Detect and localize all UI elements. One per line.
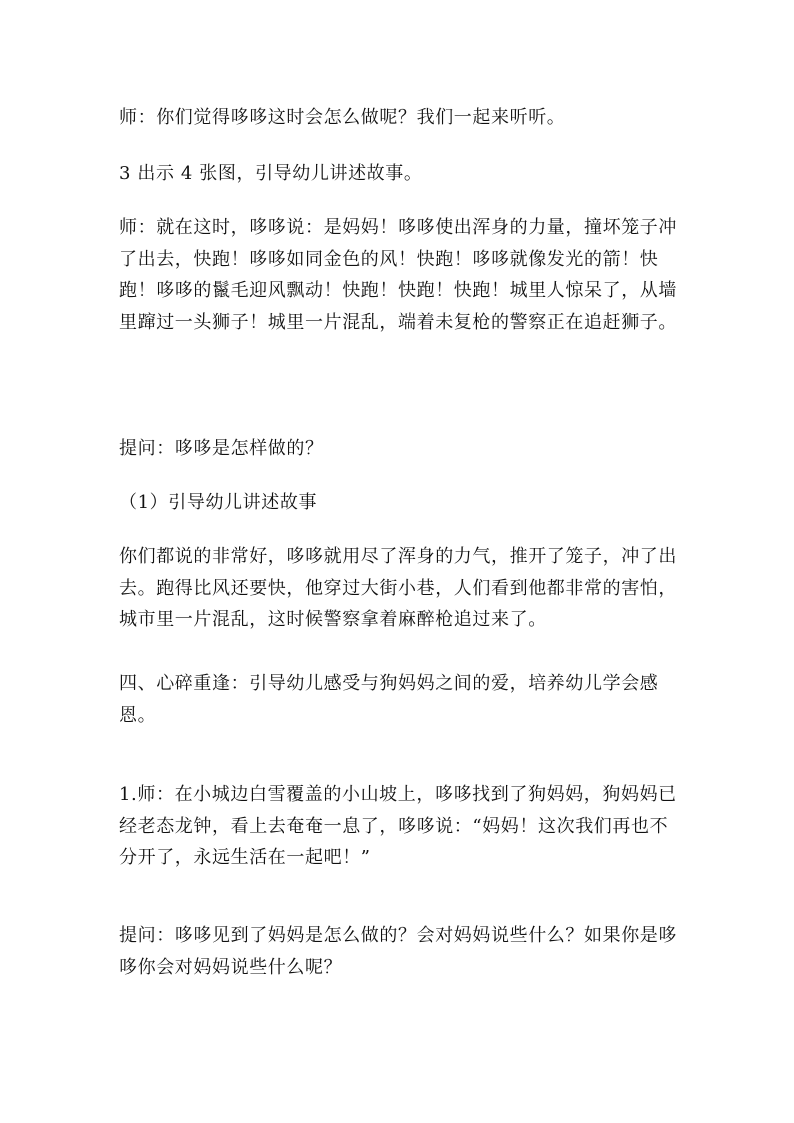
paragraph-step-3: 3 出示 4 张图，引导幼儿讲述故事。 — [119, 163, 423, 184]
paragraph-question-reunion: 提问：哆哆见到了妈妈是怎么做的？会对妈妈说些什么？如果你是哆哆你会对妈妈说些什么呢？ — [119, 925, 677, 978]
paragraph-teacher-question: 师：你们觉得哆哆这时会怎么做呢？我们一起来听听。 — [119, 107, 566, 128]
paragraph-section-four: 四、心碎重逢：引导幼儿感受与狗妈妈之间的爱，培养幼儿学会感恩。 — [119, 673, 659, 726]
paragraph-teacher-story: 师：就在这时，哆哆说：是妈妈！哆哆使出浑身的力量，撞坏笼子冲了出去，快跑！哆哆如同金色的风！快跑！哆哆就像发光的箭！快跑！哆哆的鬣毛迎风飘动！快跑！快跑！快跑！城里人惊呆了，从墙里蹿过一头狮子！城里一片混乱，端着未复枪的警察正在追赶狮子。 — [119, 217, 677, 333]
paragraph-teacher-reunion: 1.师：在小城边白雪覆盖的小山坡上，哆哆找到了狗妈妈，狗妈妈已经老态龙钟，看上去奄奄一息了，哆哆说：“妈妈！这次我们再也不分开了，永远生活在一起吧！” — [119, 784, 677, 868]
paragraph-guide-1: （1）引导幼儿讲述故事 — [119, 492, 318, 513]
paragraph-question-how: 提问：哆哆是怎样做的？ — [119, 438, 324, 459]
paragraph-praise: 你们都说的非常好，哆哆就用尽了浑身的力气，推开了笼子，冲了出去。跑得比风还要快，他穿过大街小巷，人们看到他都非常的害怕，城市里一片混乱，这时候警察拿着麻醉枪追过来了。 — [119, 546, 677, 630]
